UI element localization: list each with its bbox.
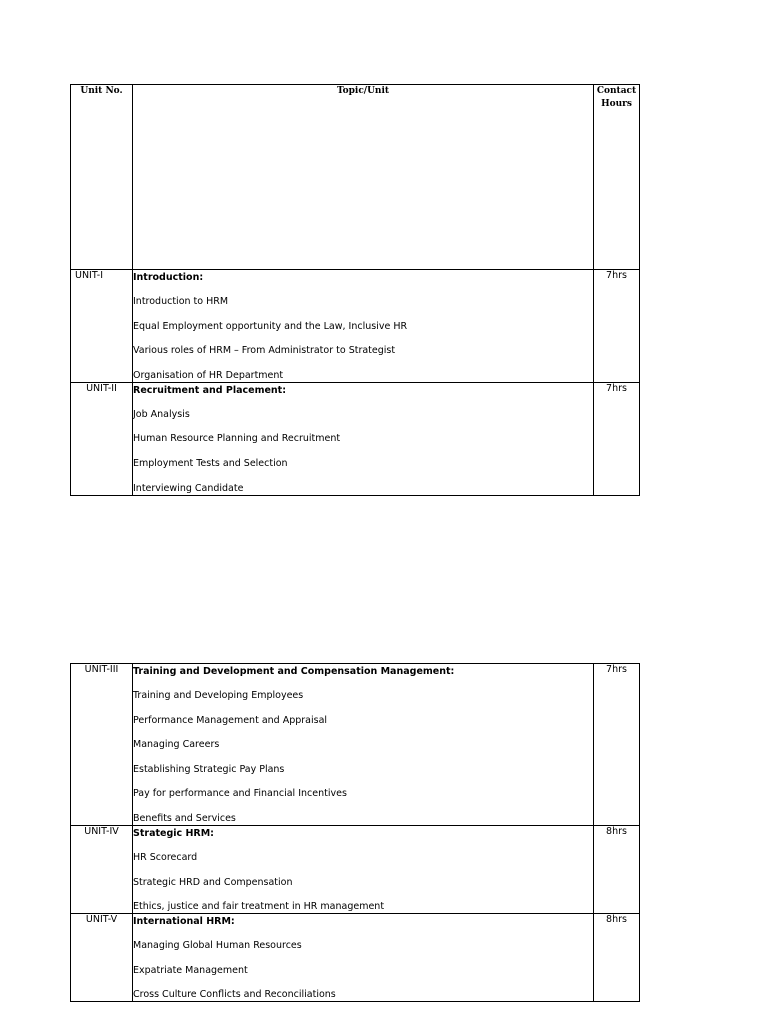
topic-item: Performance Management and Appraisal	[133, 714, 328, 726]
unit-number: UNIT-III	[71, 664, 133, 826]
table-header-row	[71, 85, 640, 270]
topic-item: Interviewing Candidate	[133, 482, 244, 494]
topic-item: Various roles of HRM – From Administrator to Strategist	[133, 345, 396, 357]
contact-hours: 7hrs	[594, 664, 640, 826]
topic-item: Introduction to HRM	[133, 296, 229, 307]
unit-title: International HRM:	[133, 916, 235, 928]
topic-item: Job Analysis	[133, 408, 190, 420]
table-row	[71, 382, 640, 495]
topic-item: Pay for performance and Financial Incentives	[133, 788, 347, 800]
header-contact-hours: Contact Hours	[594, 85, 640, 270]
topic-item: Organisation of HR Department	[133, 369, 284, 381]
topic-item: Ethics, justice and fair treatment in HR management	[133, 901, 385, 913]
topic-item: Human Resource Planning and Recruitment	[133, 433, 341, 445]
header-topic-unit: Topic/Unit	[133, 85, 594, 270]
topic-item: Managing Careers	[133, 739, 220, 751]
unit-title: Strategic HRM:	[133, 827, 214, 839]
table-row	[71, 825, 640, 913]
contact-hours: 8hrs	[594, 825, 640, 913]
topic-cell	[133, 270, 594, 383]
topic-cell	[133, 914, 594, 1002]
header-unit-no: Unit No.	[71, 85, 133, 270]
table-row	[71, 270, 640, 383]
topic-cell	[133, 382, 594, 495]
contact-hours: 7hrs	[594, 270, 640, 383]
table-row	[71, 914, 640, 1002]
unit-number: UNIT-IV	[71, 825, 133, 913]
topic-item: Strategic HRD and Compensation	[133, 876, 293, 888]
topic-item: Equal Employment opportunity and the Law, Inclusive HR	[133, 320, 408, 332]
topic-item: Benefits and Services	[133, 812, 236, 824]
unit-title: Introduction:	[133, 272, 204, 283]
topic-cell	[133, 664, 594, 826]
topic-item: Training and Developing Employees	[133, 690, 304, 701]
unit-number: UNIT-V	[71, 914, 133, 1002]
topic-cell	[133, 825, 594, 913]
unit-title: Recruitment and Placement:	[133, 384, 287, 396]
topic-item: HR Scorecard	[133, 851, 198, 863]
topic-item: Managing Global Human Resources	[133, 940, 302, 952]
topic-item: Employment Tests and Selection	[133, 457, 288, 469]
contact-hours: 7hrs	[594, 382, 640, 495]
unit-title: Training and Development and Compensation Management:	[133, 666, 455, 677]
syllabus-table-1	[70, 84, 640, 496]
syllabus-table-2	[70, 663, 640, 1002]
topic-item: Establishing Strategic Pay Plans	[133, 763, 285, 775]
table-row	[71, 664, 640, 826]
topic-item: Cross Culture Conflicts and Reconciliations	[133, 989, 336, 1001]
unit-number: UNIT-I	[71, 270, 133, 383]
contact-hours: 8hrs	[594, 914, 640, 1002]
unit-number: UNIT-II	[71, 382, 133, 495]
topic-item: Expatriate Management	[133, 964, 248, 976]
